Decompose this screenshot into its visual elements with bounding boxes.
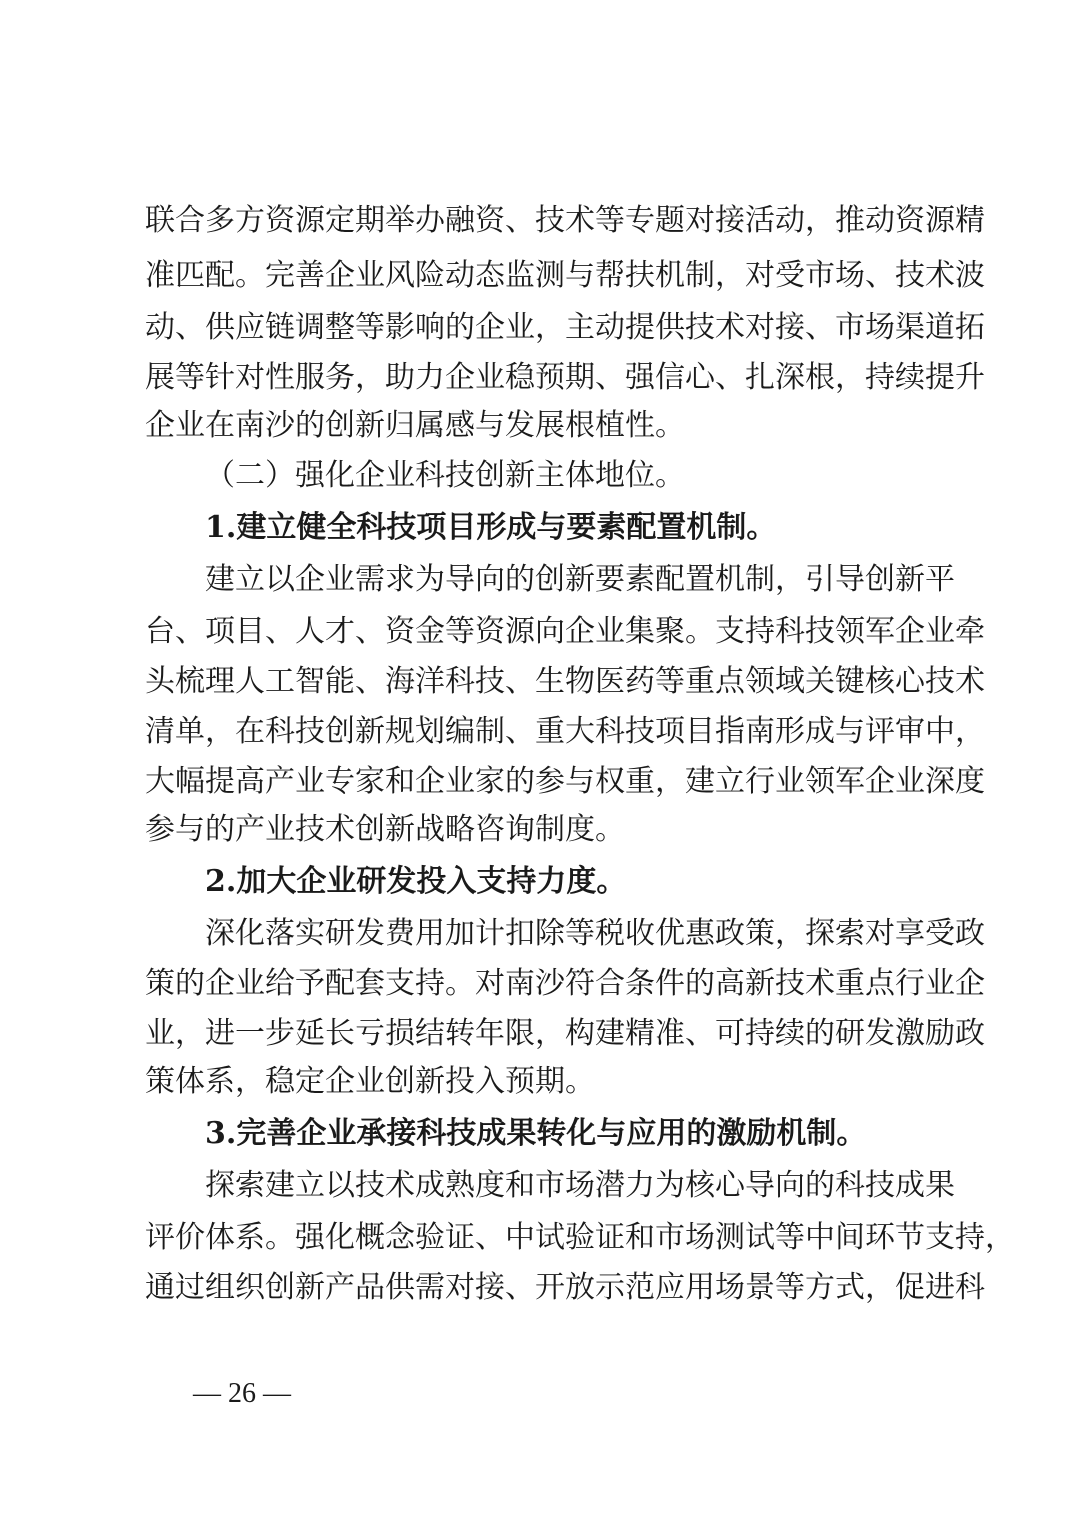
subsection-heading: 2.加大企业研发投入支持力度。 bbox=[205, 864, 627, 899]
body-text-line: 深化落实研发费用加计扣除等税收优惠政策，探索对享受政 bbox=[205, 916, 985, 951]
body-text-line: 头梳理人工智能、海洋科技、生物医药等重点领域关键核心技术 bbox=[145, 664, 985, 699]
body-text-line: 展等针对性服务，助力企业稳预期、强信心、扎深根，持续提升 bbox=[145, 360, 985, 395]
body-text-line: 动、供应链调整等影响的企业，主动提供技术对接、市场渠道拓 bbox=[145, 310, 985, 345]
body-text-line: 业，进一步延长亏损结转年限，构建精准、可持续的研发激励政 bbox=[145, 1016, 985, 1051]
body-text-line: 企业在南沙的创新归属感与发展根植性。 bbox=[145, 408, 685, 443]
body-text-line: 评价体系。强化概念验证、中试验证和市场测试等中间环节支持， bbox=[145, 1220, 1015, 1255]
body-text-line: 策体系，稳定企业创新投入预期。 bbox=[145, 1064, 595, 1099]
subsection-heading: 1.建立健全科技项目形成与要素配置机制。 bbox=[205, 510, 777, 545]
body-text-line: 建立以企业需求为导向的创新要素配置机制，引导创新平 bbox=[205, 562, 955, 597]
subsection-heading: 3.完善企业承接科技成果转化与应用的激励机制。 bbox=[205, 1116, 867, 1151]
section-heading: （二）强化企业科技创新主体地位。 bbox=[205, 458, 685, 493]
body-text-line: 准匹配。完善企业风险动态监测与帮扶机制，对受市场、技术波 bbox=[145, 258, 985, 293]
body-text-line: 联合多方资源定期举办融资、技术等专题对接活动，推动资源精 bbox=[145, 203, 985, 238]
body-text-line: 通过组织创新产品供需对接、开放示范应用场景等方式，促进科 bbox=[145, 1270, 985, 1305]
body-text-line: 清单，在科技创新规划编制、重大科技项目指南形成与评审中， bbox=[145, 714, 985, 749]
body-text-line: 台、项目、人才、资金等资源向企业集聚。支持科技领军企业牵 bbox=[145, 614, 985, 649]
page-number: — 26 — bbox=[193, 1378, 291, 1409]
body-text-line: 参与的产业技术创新战略咨询制度。 bbox=[145, 812, 625, 847]
body-text-line: 策的企业给予配套支持。对南沙符合条件的高新技术重点行业企 bbox=[145, 966, 985, 1001]
body-text-line: 大幅提高产业专家和企业家的参与权重，建立行业领军企业深度 bbox=[145, 764, 985, 799]
body-text-line: 探索建立以技术成熟度和市场潜力为核心导向的科技成果 bbox=[205, 1168, 955, 1203]
